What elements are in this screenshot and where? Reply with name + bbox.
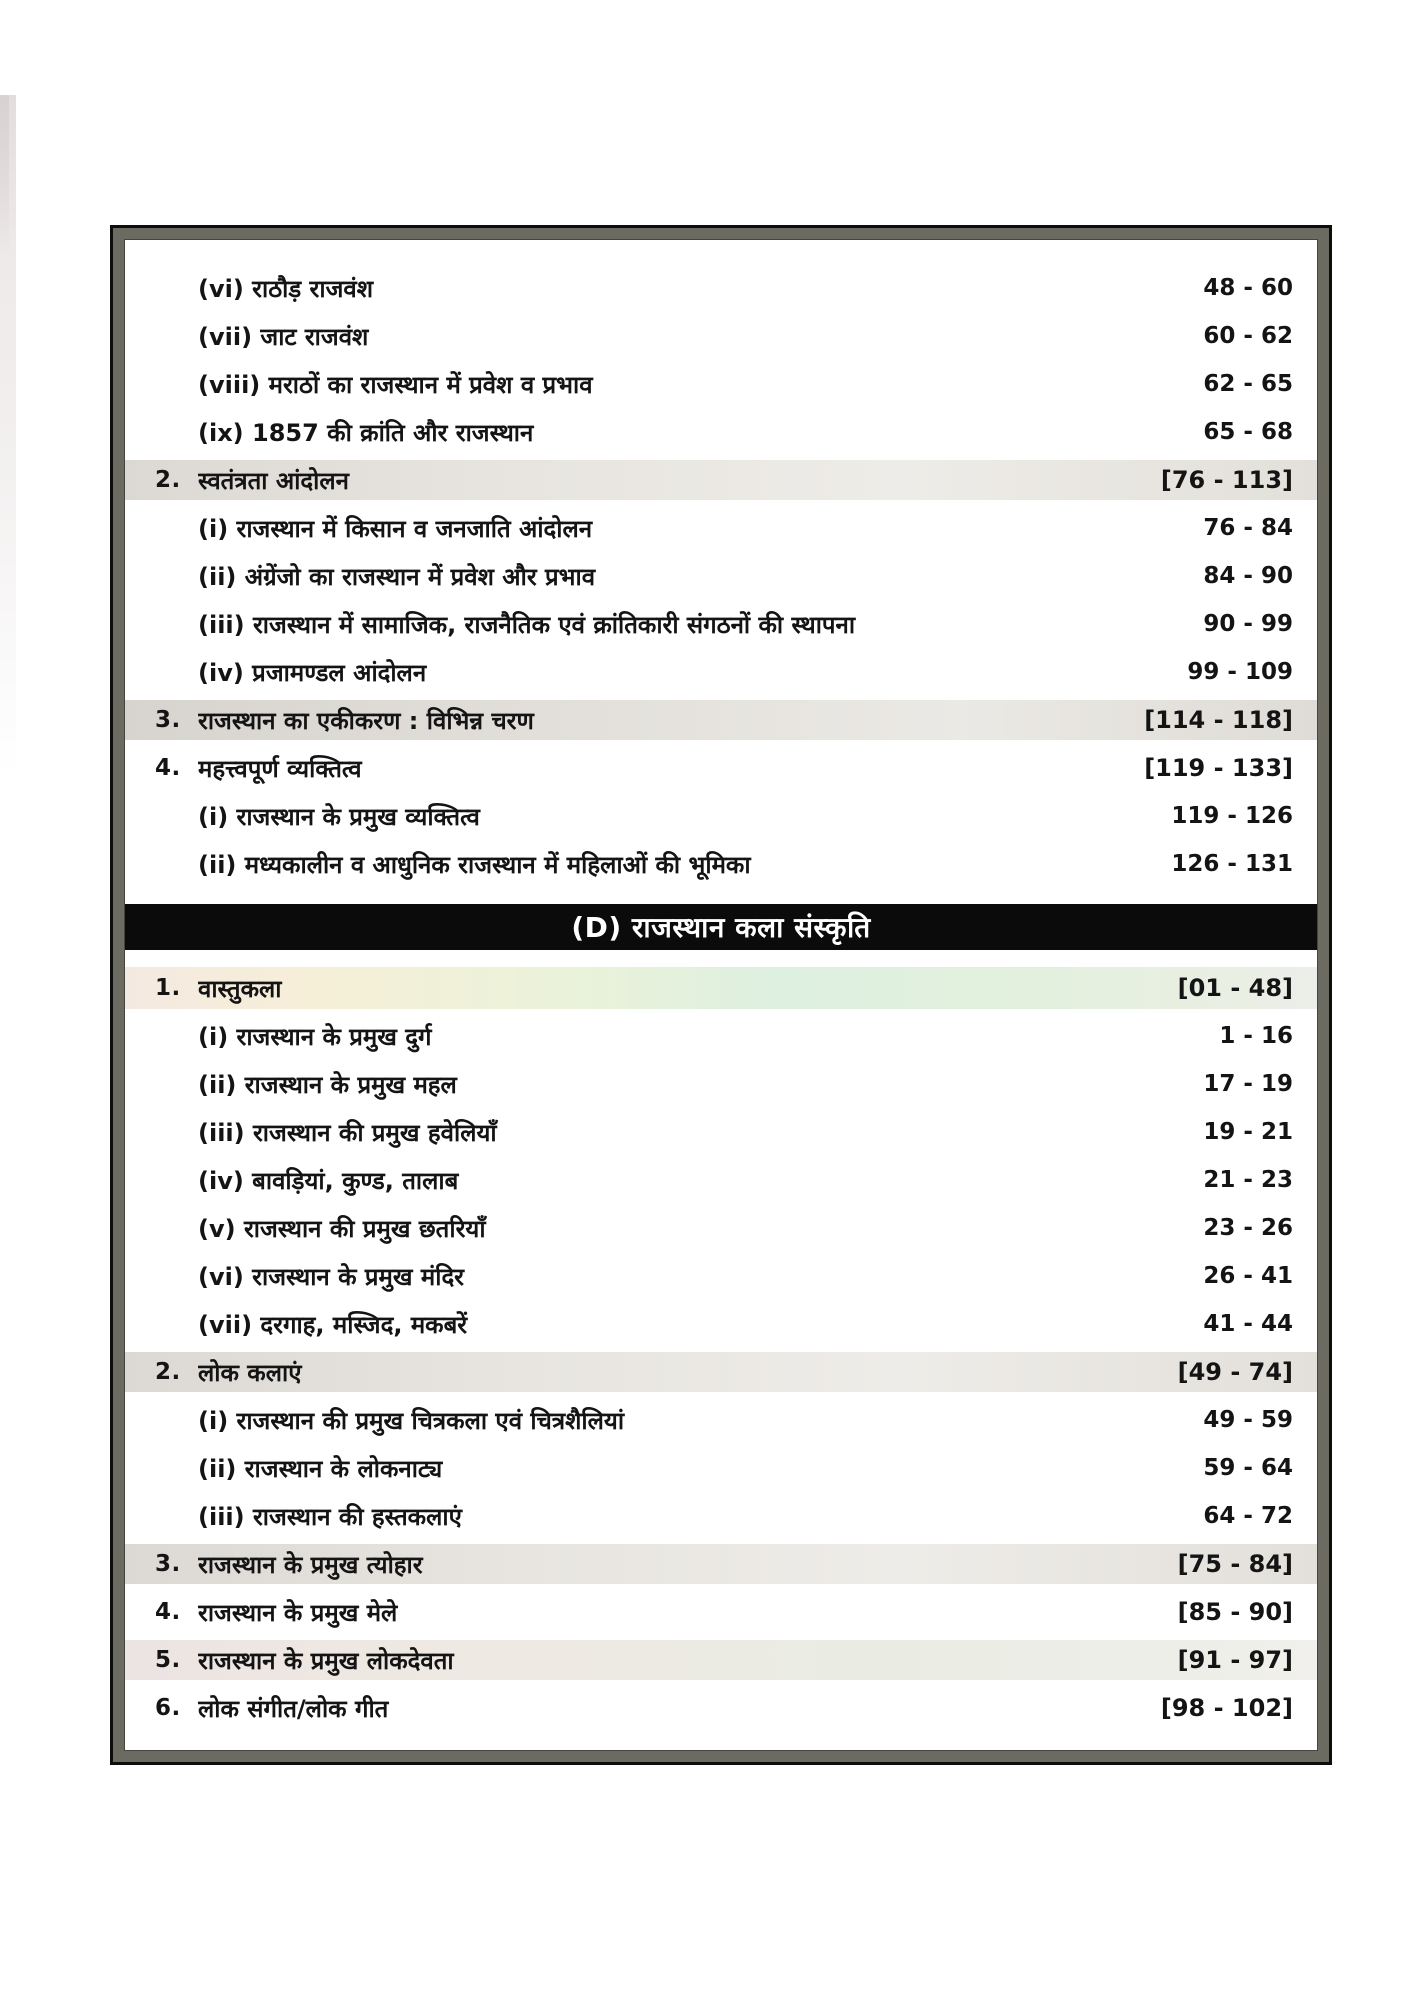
toc-main-row — [125, 964, 1317, 1012]
toc-main-row — [125, 696, 1317, 744]
toc-item-pages: 49 - 59 — [1203, 1407, 1293, 1433]
toc-sub-row — [125, 1300, 1317, 1348]
toc-item-serial: 3. — [155, 707, 181, 733]
toc-sub-row — [125, 792, 1317, 840]
toc-main-row — [125, 1684, 1317, 1732]
scan-artifact-dark — [0, 95, 9, 255]
toc-item-serial: 4. — [155, 755, 181, 781]
toc-item-label: लोक कलाएं — [198, 1358, 302, 1387]
toc-sub-row — [125, 504, 1317, 552]
toc-item-pages: 90 - 99 — [1203, 611, 1293, 637]
toc-item-pages: 21 - 23 — [1203, 1167, 1293, 1193]
toc-item-pages: 17 - 19 — [1203, 1071, 1293, 1097]
toc-item-serial: 6. — [155, 1695, 181, 1721]
toc-item-pages: 64 - 72 — [1203, 1503, 1293, 1529]
toc-item-pages: [75 - 84] — [1177, 1550, 1293, 1578]
toc-item-pages: [01 - 48] — [1177, 974, 1293, 1002]
toc-item-label: (vii) दरगाह, मस्जिद, मकबरें — [198, 1310, 468, 1339]
toc-item-label: (v) राजस्थान की प्रमुख छतरियाँ — [198, 1214, 486, 1243]
toc-sub-row — [125, 1108, 1317, 1156]
toc-sub-row — [125, 408, 1317, 456]
toc-main-row — [125, 1588, 1317, 1636]
toc-item-label: (ii) राजस्थान के प्रमुख महल — [198, 1070, 457, 1099]
toc-item-label: (i) राजस्थान के प्रमुख दुर्ग — [198, 1022, 432, 1051]
toc-item-label: (vi) राठौड़ राजवंश — [198, 274, 374, 303]
toc-item-pages: 119 - 126 — [1171, 803, 1293, 829]
section-header-title: (D) राजस्थान कला संस्कृति — [571, 911, 871, 944]
toc-sub-row — [125, 1012, 1317, 1060]
toc-sub-row — [125, 360, 1317, 408]
toc-sub-row — [125, 840, 1317, 888]
toc-item-pages: [119 - 133] — [1144, 754, 1293, 782]
toc-item-serial: 3. — [155, 1551, 181, 1577]
toc-item-pages: [114 - 118] — [1144, 706, 1293, 734]
toc-item-label: (iv) प्रजामण्डल आंदोलन — [198, 658, 427, 687]
toc-item-serial: 2. — [155, 1359, 181, 1385]
toc-sub-row — [125, 1492, 1317, 1540]
toc-item-label: (ii) अंग्रेंजो का राजस्थान में प्रवेश और प्रभाव — [198, 562, 596, 591]
toc-main-row — [125, 1540, 1317, 1588]
toc-item-label: (ii) राजस्थान के लोकनाट्य — [198, 1454, 443, 1483]
toc-item-pages: 41 - 44 — [1203, 1311, 1293, 1337]
toc-item-label: वास्तुकला — [198, 974, 282, 1003]
toc-sub-row — [125, 648, 1317, 696]
toc-item-label: (vii) जाट राजवंश — [198, 322, 369, 351]
toc-item-label: (iii) राजस्थान की हस्तकलाएं — [198, 1502, 462, 1531]
toc-main-row — [125, 1636, 1317, 1684]
toc-sub-row — [125, 264, 1317, 312]
toc-sub-row — [125, 1156, 1317, 1204]
toc-main-row — [125, 744, 1317, 792]
toc-item-label: (vi) राजस्थान के प्रमुख मंदिर — [198, 1262, 464, 1291]
toc-item-pages: 1 - 16 — [1219, 1023, 1293, 1049]
toc-item-label: महत्त्वपूर्ण व्यक्तित्व — [198, 754, 362, 783]
toc-sub-row — [125, 1252, 1317, 1300]
toc-item-label: (i) राजस्थान के प्रमुख व्यक्तित्व — [198, 802, 480, 831]
toc-item-pages: [49 - 74] — [1177, 1358, 1293, 1386]
toc-item-pages: 99 - 109 — [1187, 659, 1293, 685]
toc-item-serial: 2. — [155, 467, 181, 493]
toc-content — [124, 239, 1318, 1751]
toc-item-pages: 19 - 21 — [1203, 1119, 1293, 1145]
toc-item-pages: 126 - 131 — [1171, 851, 1293, 877]
toc-item-pages: 84 - 90 — [1203, 563, 1293, 589]
toc-item-label: राजस्थान के प्रमुख मेले — [198, 1598, 398, 1627]
toc-item-label: (i) राजस्थान में किसान व जनजाति आंदोलन — [198, 514, 593, 543]
toc-main-row — [125, 1348, 1317, 1396]
toc-sub-row — [125, 1060, 1317, 1108]
toc-sub-row — [125, 1444, 1317, 1492]
section-header-bar — [125, 904, 1317, 950]
toc-item-pages: 23 - 26 — [1203, 1215, 1293, 1241]
toc-item-pages: 62 - 65 — [1203, 371, 1293, 397]
toc-item-serial: 4. — [155, 1599, 181, 1625]
toc-item-label: राजस्थान के प्रमुख त्योहार — [198, 1550, 423, 1579]
toc-item-label: (ix) 1857 की क्रांति और राजस्थान — [198, 418, 534, 447]
toc-main-row — [125, 456, 1317, 504]
toc-item-serial: 5. — [155, 1647, 181, 1673]
toc-item-label: स्वतंत्रता आंदोलन — [198, 466, 349, 495]
toc-sub-row — [125, 1396, 1317, 1444]
toc-item-pages: 65 - 68 — [1203, 419, 1293, 445]
toc-item-label: (ii) मध्यकालीन व आधुनिक राजस्थान में महिलाओं की भूमिका — [198, 850, 751, 879]
toc-frame — [110, 225, 1332, 1765]
toc-item-serial: 1. — [155, 975, 181, 1001]
toc-item-pages: 26 - 41 — [1203, 1263, 1293, 1289]
toc-item-pages: 48 - 60 — [1203, 275, 1293, 301]
toc-item-pages: [76 - 113] — [1160, 466, 1293, 494]
toc-item-label: लोक संगीत/लोक गीत — [198, 1694, 389, 1723]
toc-item-pages: [98 - 102] — [1160, 1694, 1293, 1722]
toc-item-label: (iii) राजस्थान में सामाजिक, राजनैतिक एवं क्रांतिकारी संगठनों की स्थापना — [198, 610, 856, 639]
toc-item-label: (viii) मराठों का राजस्थान में प्रवेश व प्रभाव — [198, 370, 593, 399]
toc-sub-row — [125, 1204, 1317, 1252]
toc-item-label: राजस्थान का एकीकरण : विभिन्न चरण — [198, 706, 534, 735]
toc-sub-row — [125, 552, 1317, 600]
toc-item-pages: 59 - 64 — [1203, 1455, 1293, 1481]
toc-item-label: (i) राजस्थान की प्रमुख चित्रकला एवं चित्रशैलियां — [198, 1406, 625, 1435]
toc-item-pages: 76 - 84 — [1203, 515, 1293, 541]
toc-sub-row — [125, 600, 1317, 648]
toc-item-label: राजस्थान के प्रमुख लोकदेवता — [198, 1646, 454, 1675]
toc-item-label: (iv) बावड़ियां, कुण्ड, तालाब — [198, 1166, 459, 1195]
toc-item-pages: [85 - 90] — [1177, 1598, 1293, 1626]
toc-sub-row — [125, 312, 1317, 360]
toc-item-label: (iii) राजस्थान की प्रमुख हवेलियाँ — [198, 1118, 497, 1147]
toc-item-pages: [91 - 97] — [1177, 1646, 1293, 1674]
toc-item-pages: 60 - 62 — [1203, 323, 1293, 349]
